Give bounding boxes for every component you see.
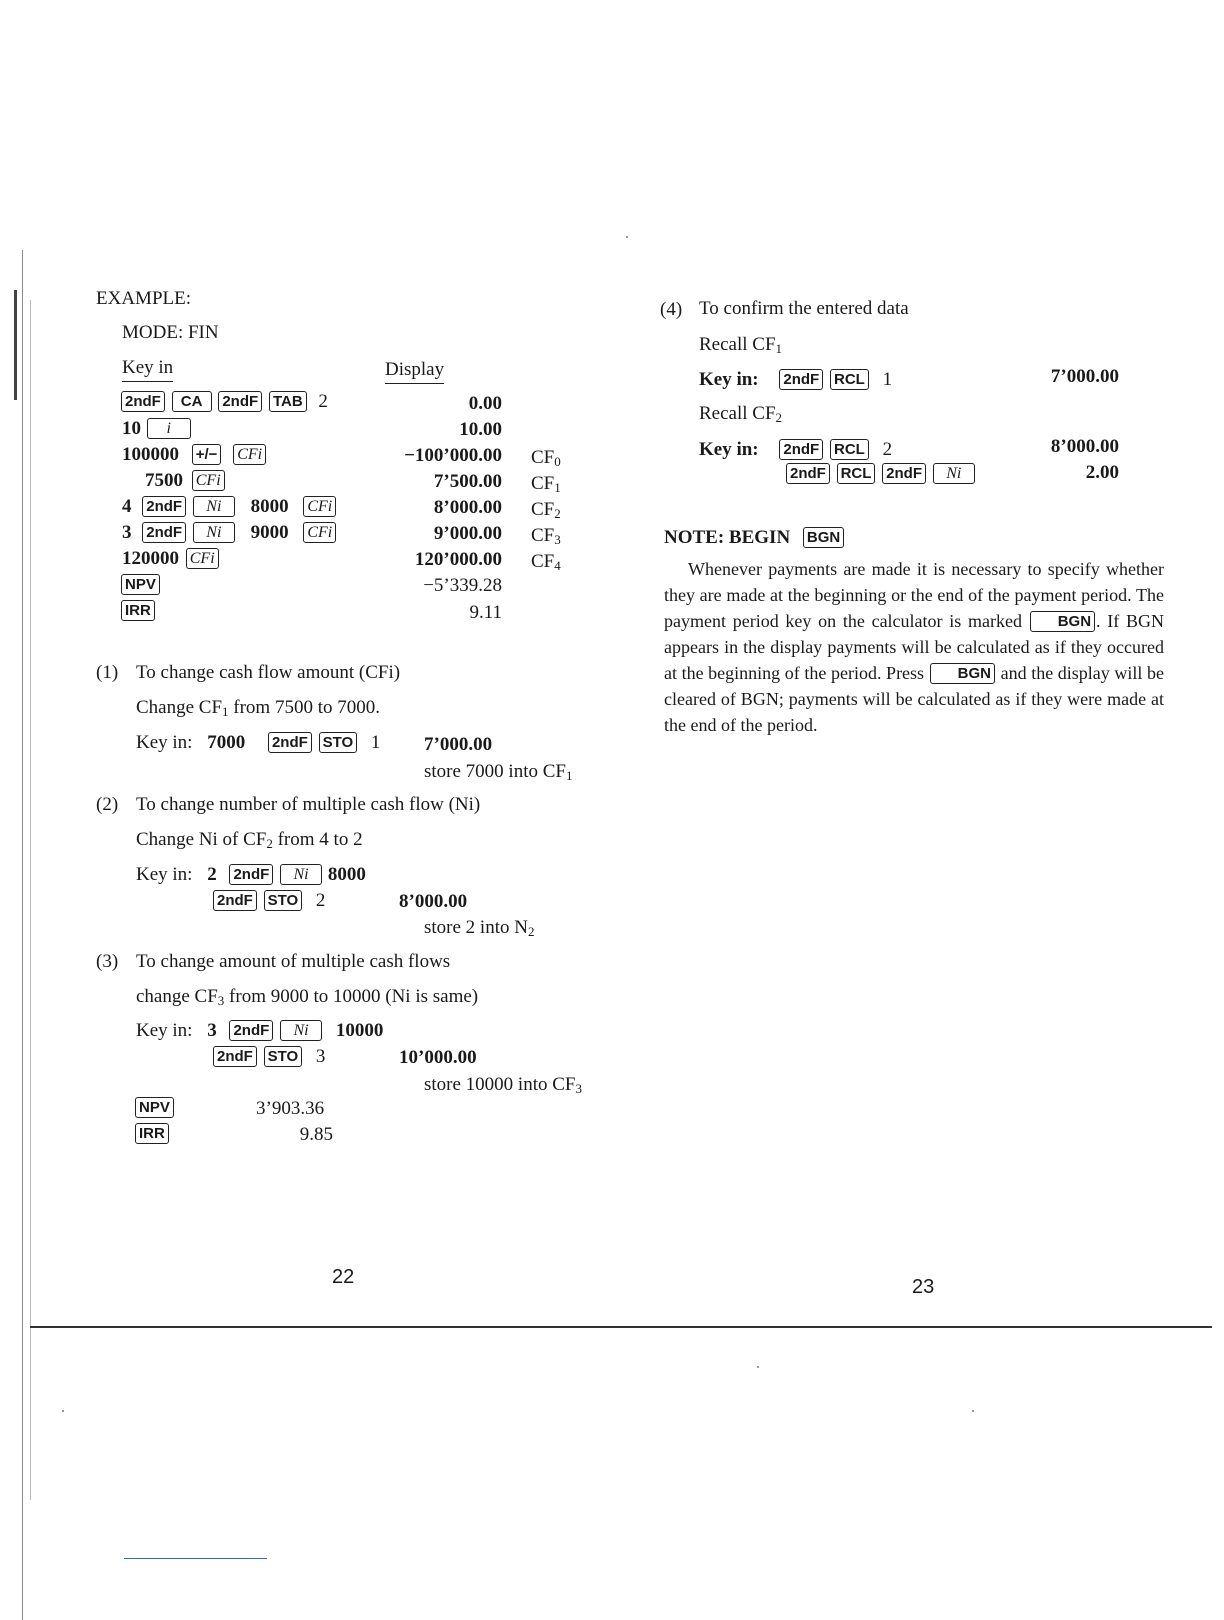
keyin-row <box>134 1097 175 1118</box>
key-cfi[interactable]: CFi <box>186 548 219 569</box>
col-display-header: Display <box>385 360 444 379</box>
key-2ndf[interactable]: 2ndF <box>218 391 262 412</box>
display-value: 9.85 <box>299 1124 333 1145</box>
display-value: 8’000.00 <box>399 891 468 912</box>
key-2ndf[interactable]: 2ndF <box>229 864 273 885</box>
keyin-line: Key in: 3 2ndF Ni 10000 <box>136 1020 384 1041</box>
display-value: 7’000.00 <box>1050 366 1119 387</box>
key-2ndf[interactable]: 2ndF <box>142 522 186 543</box>
col-keyin-header: Key in <box>122 358 173 377</box>
key-ni[interactable]: Ni <box>280 1020 322 1041</box>
speck <box>626 236 628 238</box>
key-bgn[interactable]: BGN <box>1030 611 1095 632</box>
key-sto[interactable]: STO <box>264 890 303 911</box>
display-value: 9.11 <box>469 602 502 623</box>
keyin-row <box>120 391 328 412</box>
key-i[interactable]: i <box>147 418 191 439</box>
key-2ndf[interactable]: 2ndF <box>121 391 165 412</box>
key-ni[interactable]: Ni <box>193 496 235 517</box>
key-2ndf[interactable]: 2ndF <box>268 732 312 753</box>
key-ni[interactable]: Ni <box>280 864 322 885</box>
scan-margin-line <box>30 300 31 1500</box>
scan-margin-line <box>22 250 23 1620</box>
cf-label: $CF_4$ <box>531 551 561 573</box>
speck <box>972 1410 974 1412</box>
key-irr[interactable]: IRR <box>135 1123 169 1144</box>
footer-link-rule <box>124 1558 267 1559</box>
display-value: 2.00 <box>1085 462 1119 483</box>
key-2ndf[interactable]: 2ndF <box>142 496 186 517</box>
keyin-row: 10 i <box>122 418 192 439</box>
section-title: To change cash flow amount (CFi) <box>136 662 401 683</box>
speck <box>62 1410 64 1412</box>
keyin-line <box>785 463 976 484</box>
recall-line: Recall $CF_1$ <box>699 334 783 356</box>
example-label: EXAMPLE: <box>96 288 191 309</box>
key-2ndf[interactable]: 2ndF <box>882 463 926 484</box>
section-title: To change number of multiple cash flow (Ni) <box>136 794 481 815</box>
key-rcl[interactable]: RCL <box>830 439 869 460</box>
note-heading: NOTE: BEGIN BGN <box>664 527 845 548</box>
mode-label: MODE: FIN <box>122 322 219 343</box>
keyin-row: 7500 CFi <box>145 470 226 491</box>
key-cfi[interactable]: CFi <box>192 470 225 491</box>
store-note: store 7000 into $CF_1$ <box>424 761 573 783</box>
section-number: (1) <box>96 662 119 683</box>
keyin-row <box>134 1123 170 1144</box>
key-npv[interactable]: NPV <box>121 574 160 595</box>
cf-label: $CF_2$ <box>531 499 561 521</box>
speck <box>757 1366 759 1368</box>
key-2ndf[interactable]: 2ndF <box>786 463 830 484</box>
keyin-line: Key in: 7000 2ndF STO 1 <box>136 732 381 753</box>
key-ni[interactable]: Ni <box>193 522 235 543</box>
key-tab[interactable]: TAB <box>269 391 307 412</box>
section-number: (3) <box>96 951 119 972</box>
display-value: 7’000.00 <box>424 734 493 755</box>
keyin-line: Key in: 2 2ndF Ni 8000 <box>136 864 366 885</box>
display-value: 9’000.00 <box>433 523 502 544</box>
key-rcl[interactable]: RCL <box>830 369 869 390</box>
display-value: 8’000.00 <box>1050 436 1119 457</box>
keyin-line: Key in: 2ndF RCL 1 <box>699 369 893 390</box>
cf-label: $CF_0$ <box>531 447 561 469</box>
keyin-line: Key in: 2ndF RCL 2 <box>699 439 893 460</box>
key-2ndf[interactable]: 2ndF <box>213 1046 257 1067</box>
scan-margin-line <box>14 290 17 400</box>
cf-label: $CF_1$ <box>531 473 561 495</box>
keyin-row: 4 2ndF Ni 8000 CFi <box>122 496 337 517</box>
key-cfi[interactable]: CFi <box>303 496 336 517</box>
key-rcl[interactable]: RCL <box>837 463 876 484</box>
key-ni[interactable]: Ni <box>933 463 975 484</box>
key-sto[interactable]: STO <box>264 1046 303 1067</box>
display-value: 10.00 <box>459 419 502 440</box>
key-cfi[interactable]: CFi <box>233 444 266 465</box>
section-title: To confirm the entered data <box>699 298 909 319</box>
keyin-line: 2ndF STO 2 <box>212 890 325 911</box>
recall-line: Recall $CF_2$ <box>699 403 783 425</box>
key-sign[interactable]: +/− <box>192 444 222 465</box>
key-npv[interactable]: NPV <box>135 1097 174 1118</box>
key-cfi[interactable]: CFi <box>303 522 336 543</box>
cf-label: $CF_3$ <box>531 525 561 547</box>
display-value: 10’000.00 <box>399 1047 477 1068</box>
key-bgn[interactable]: BGN <box>930 663 995 684</box>
page-number-right: 23 <box>912 1276 935 1298</box>
keyin-row: 100000 +/− CFi <box>122 444 267 465</box>
section-line: Change Ni of $CF_2$ from 4 to 2 <box>136 829 363 851</box>
key-2ndf[interactable]: 2ndF <box>213 890 257 911</box>
store-note: store 10000 into $CF_3$ <box>424 1074 582 1096</box>
keyin-row: 3 2ndF Ni 9000 CFi <box>122 522 337 543</box>
key-sto[interactable]: STO <box>319 732 358 753</box>
section-line: change $CF_3$ from 9000 to 10000 (Ni is same) <box>136 986 479 1008</box>
display-value: 8’000.00 <box>433 497 502 518</box>
display-value: −5’339.28 <box>423 575 502 596</box>
key-irr[interactable]: IRR <box>121 600 155 621</box>
display-value: 3’903.36 <box>256 1098 325 1119</box>
display-value: −100’000.00 <box>404 445 502 466</box>
key-2ndf[interactable]: 2ndF <box>779 369 823 390</box>
keyin-line: 2ndF STO 3 <box>212 1046 325 1067</box>
section-title: To change amount of multiple cash flows <box>136 951 451 972</box>
digit: 2 <box>318 391 328 412</box>
display-value: 7’500.00 <box>433 471 502 492</box>
section-line: Change $CF_1$ from 7500 to 7000. <box>136 697 380 719</box>
section-number: (4) <box>660 299 683 320</box>
keyin-row <box>120 600 156 621</box>
display-value: 0.00 <box>468 393 502 414</box>
key-2ndf[interactable]: 2ndF <box>229 1020 273 1041</box>
page-bottom-rule <box>30 1326 1212 1328</box>
keyin-row: 120000 CFi <box>122 548 220 569</box>
keyin-row <box>120 574 161 595</box>
key-2ndf[interactable]: 2ndF <box>779 439 823 460</box>
store-note: store 2 into $N_2$ <box>424 917 535 939</box>
section-number: (2) <box>96 794 119 815</box>
key-bgn[interactable]: BGN <box>803 527 844 548</box>
key-ca[interactable]: CA <box>172 391 212 412</box>
note-paragraph: Whenever payments are made it is necessary to specify whether they are made at the beginning or the end of the payment period. The payment period key on the calculator is marked BGN . If BGN appears in the display payments will be calculated as if they occured at the beginning of the period. Press BGN and the display will be cleared of BGN; payments will be calculated as if they were made at the end of the period. <box>664 559 1164 735</box>
page-number-left: 22 <box>332 1266 355 1288</box>
display-value: 120’000.00 <box>414 549 502 570</box>
